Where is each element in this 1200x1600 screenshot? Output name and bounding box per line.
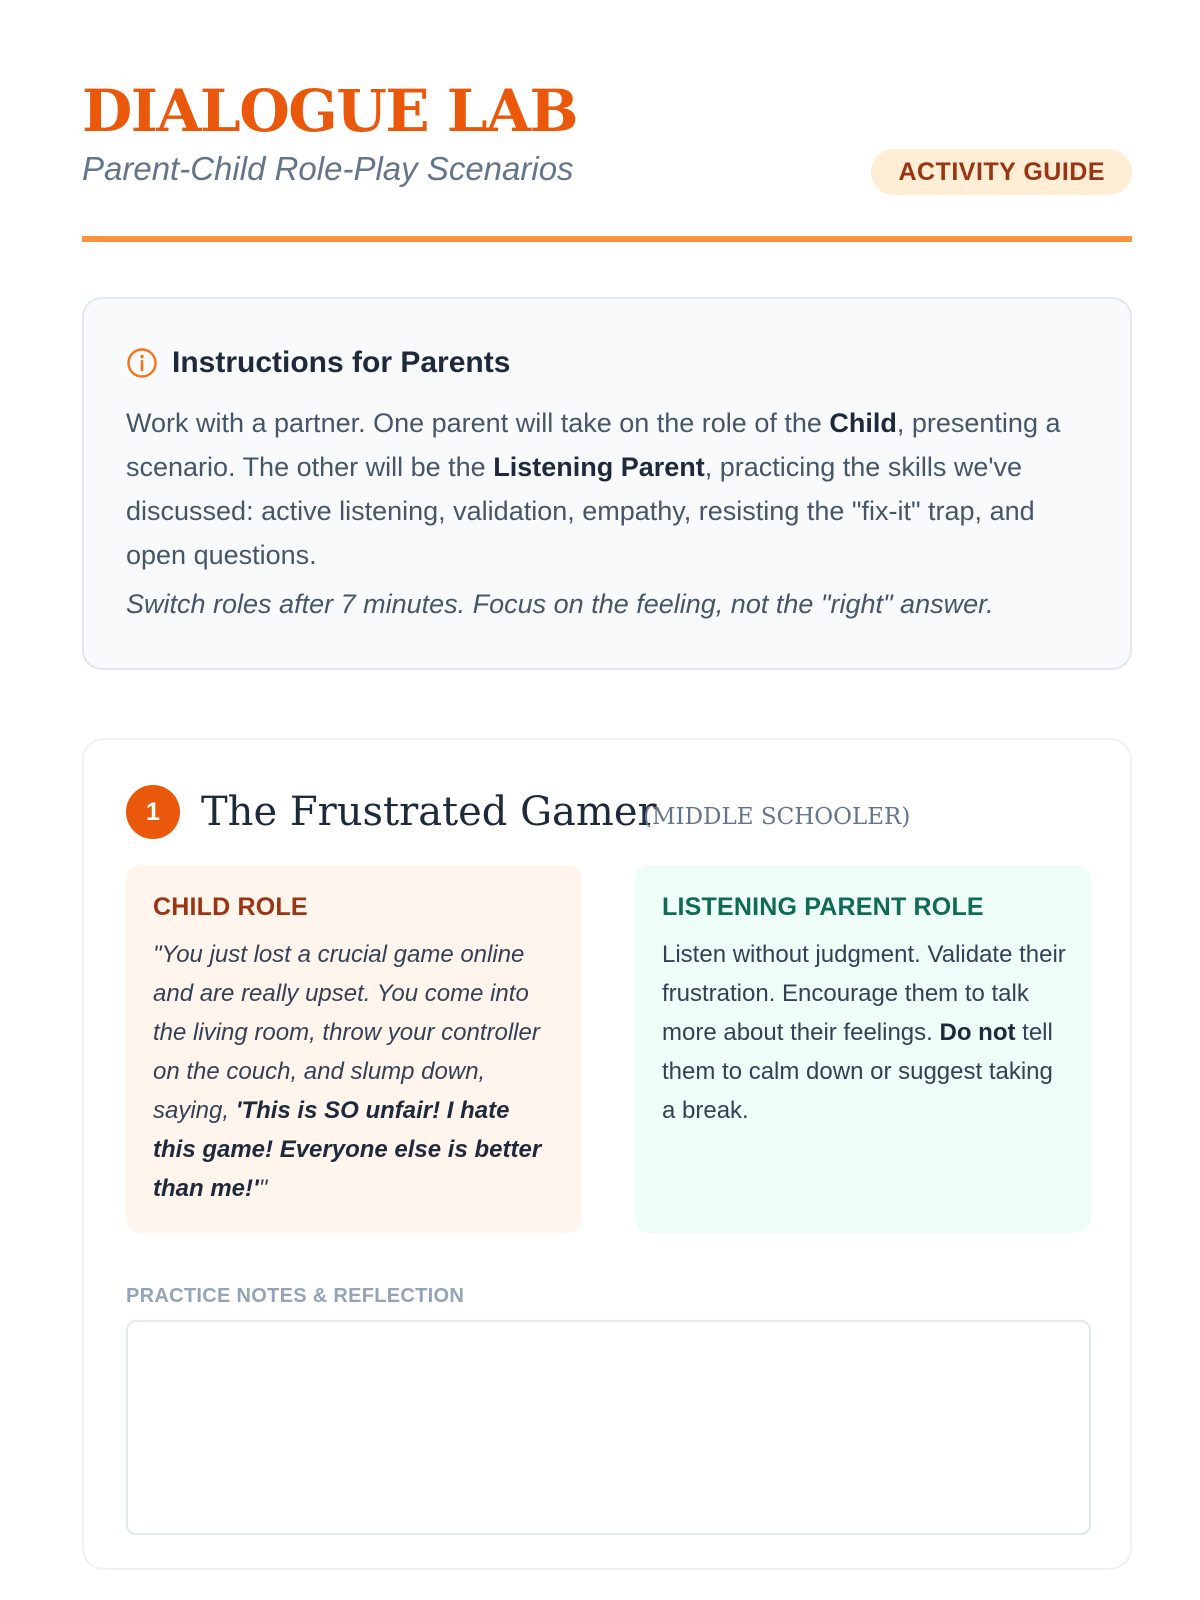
instructions-title: Instructions for Parents xyxy=(172,346,511,379)
instructions-text: , practicing the skills we've discussed: active listening, validation, empathy, resisting the "fix-it" trap, and open questions. xyxy=(126,452,1035,570)
page-title: DIALOGUE LAB xyxy=(82,77,578,145)
child-role-box xyxy=(126,865,582,1233)
instructions-header xyxy=(126,343,510,383)
instructions-panel xyxy=(82,297,1132,670)
child-role-label: CHILD ROLE xyxy=(153,893,308,921)
info-icon xyxy=(126,347,158,379)
instructions-text: , presenting a scenario. The other will be the xyxy=(126,408,1061,482)
activity-page xyxy=(82,0,1132,1307)
listening-parent-term: Listening Parent xyxy=(493,452,705,482)
page-header xyxy=(82,0,1132,245)
scenario-number: 1 xyxy=(126,785,180,839)
instructions-text: Work with a partner. One parent will take on the role of the xyxy=(126,408,830,438)
child-quote: 'This is SO unfair! I hate this game! Everyone else is better than me!' xyxy=(153,1097,542,1202)
practice-notes-input[interactable] xyxy=(126,1320,1091,1535)
child-role-text xyxy=(153,935,558,1208)
child-quote-close: " xyxy=(258,1175,268,1202)
parent-role-description-end: tell them to calm down or suggest taking a break. xyxy=(662,1019,1053,1124)
scenario-title: The Frustrated Gamer xyxy=(201,789,657,835)
child-role-description: "You just lost a crucial game online and are really upset. You come into the living room, throw your controller on the couch, and slump down, saying, xyxy=(153,941,540,1124)
header-divider xyxy=(82,236,1132,242)
parent-role-description: Listen without judgment. Validate their frustration. Encourage them to talk more about their feelings. xyxy=(662,941,1066,1046)
parent-role-emphasis: Do not xyxy=(939,1019,1016,1046)
parent-role-label: LISTENING PARENT ROLE xyxy=(662,893,984,921)
parent-role-text xyxy=(662,935,1067,1130)
page-subtitle: Parent-Child Role-Play Scenarios xyxy=(82,150,574,187)
instructions-note: Switch roles after 7 minutes. Focus on the feeling, not the "right" answer. xyxy=(126,589,994,619)
child-term: Child xyxy=(829,408,897,438)
instructions-body xyxy=(126,401,1092,577)
activity-guide-badge: ACTIVITY GUIDE xyxy=(871,149,1132,195)
scenario-card xyxy=(82,738,1132,1570)
notes-label: PRACTICE NOTES & REFLECTION xyxy=(126,1285,465,1307)
parent-role-box xyxy=(635,865,1091,1233)
scenario-age-tag: (MIDDLE SCHOOLER) xyxy=(643,804,911,830)
